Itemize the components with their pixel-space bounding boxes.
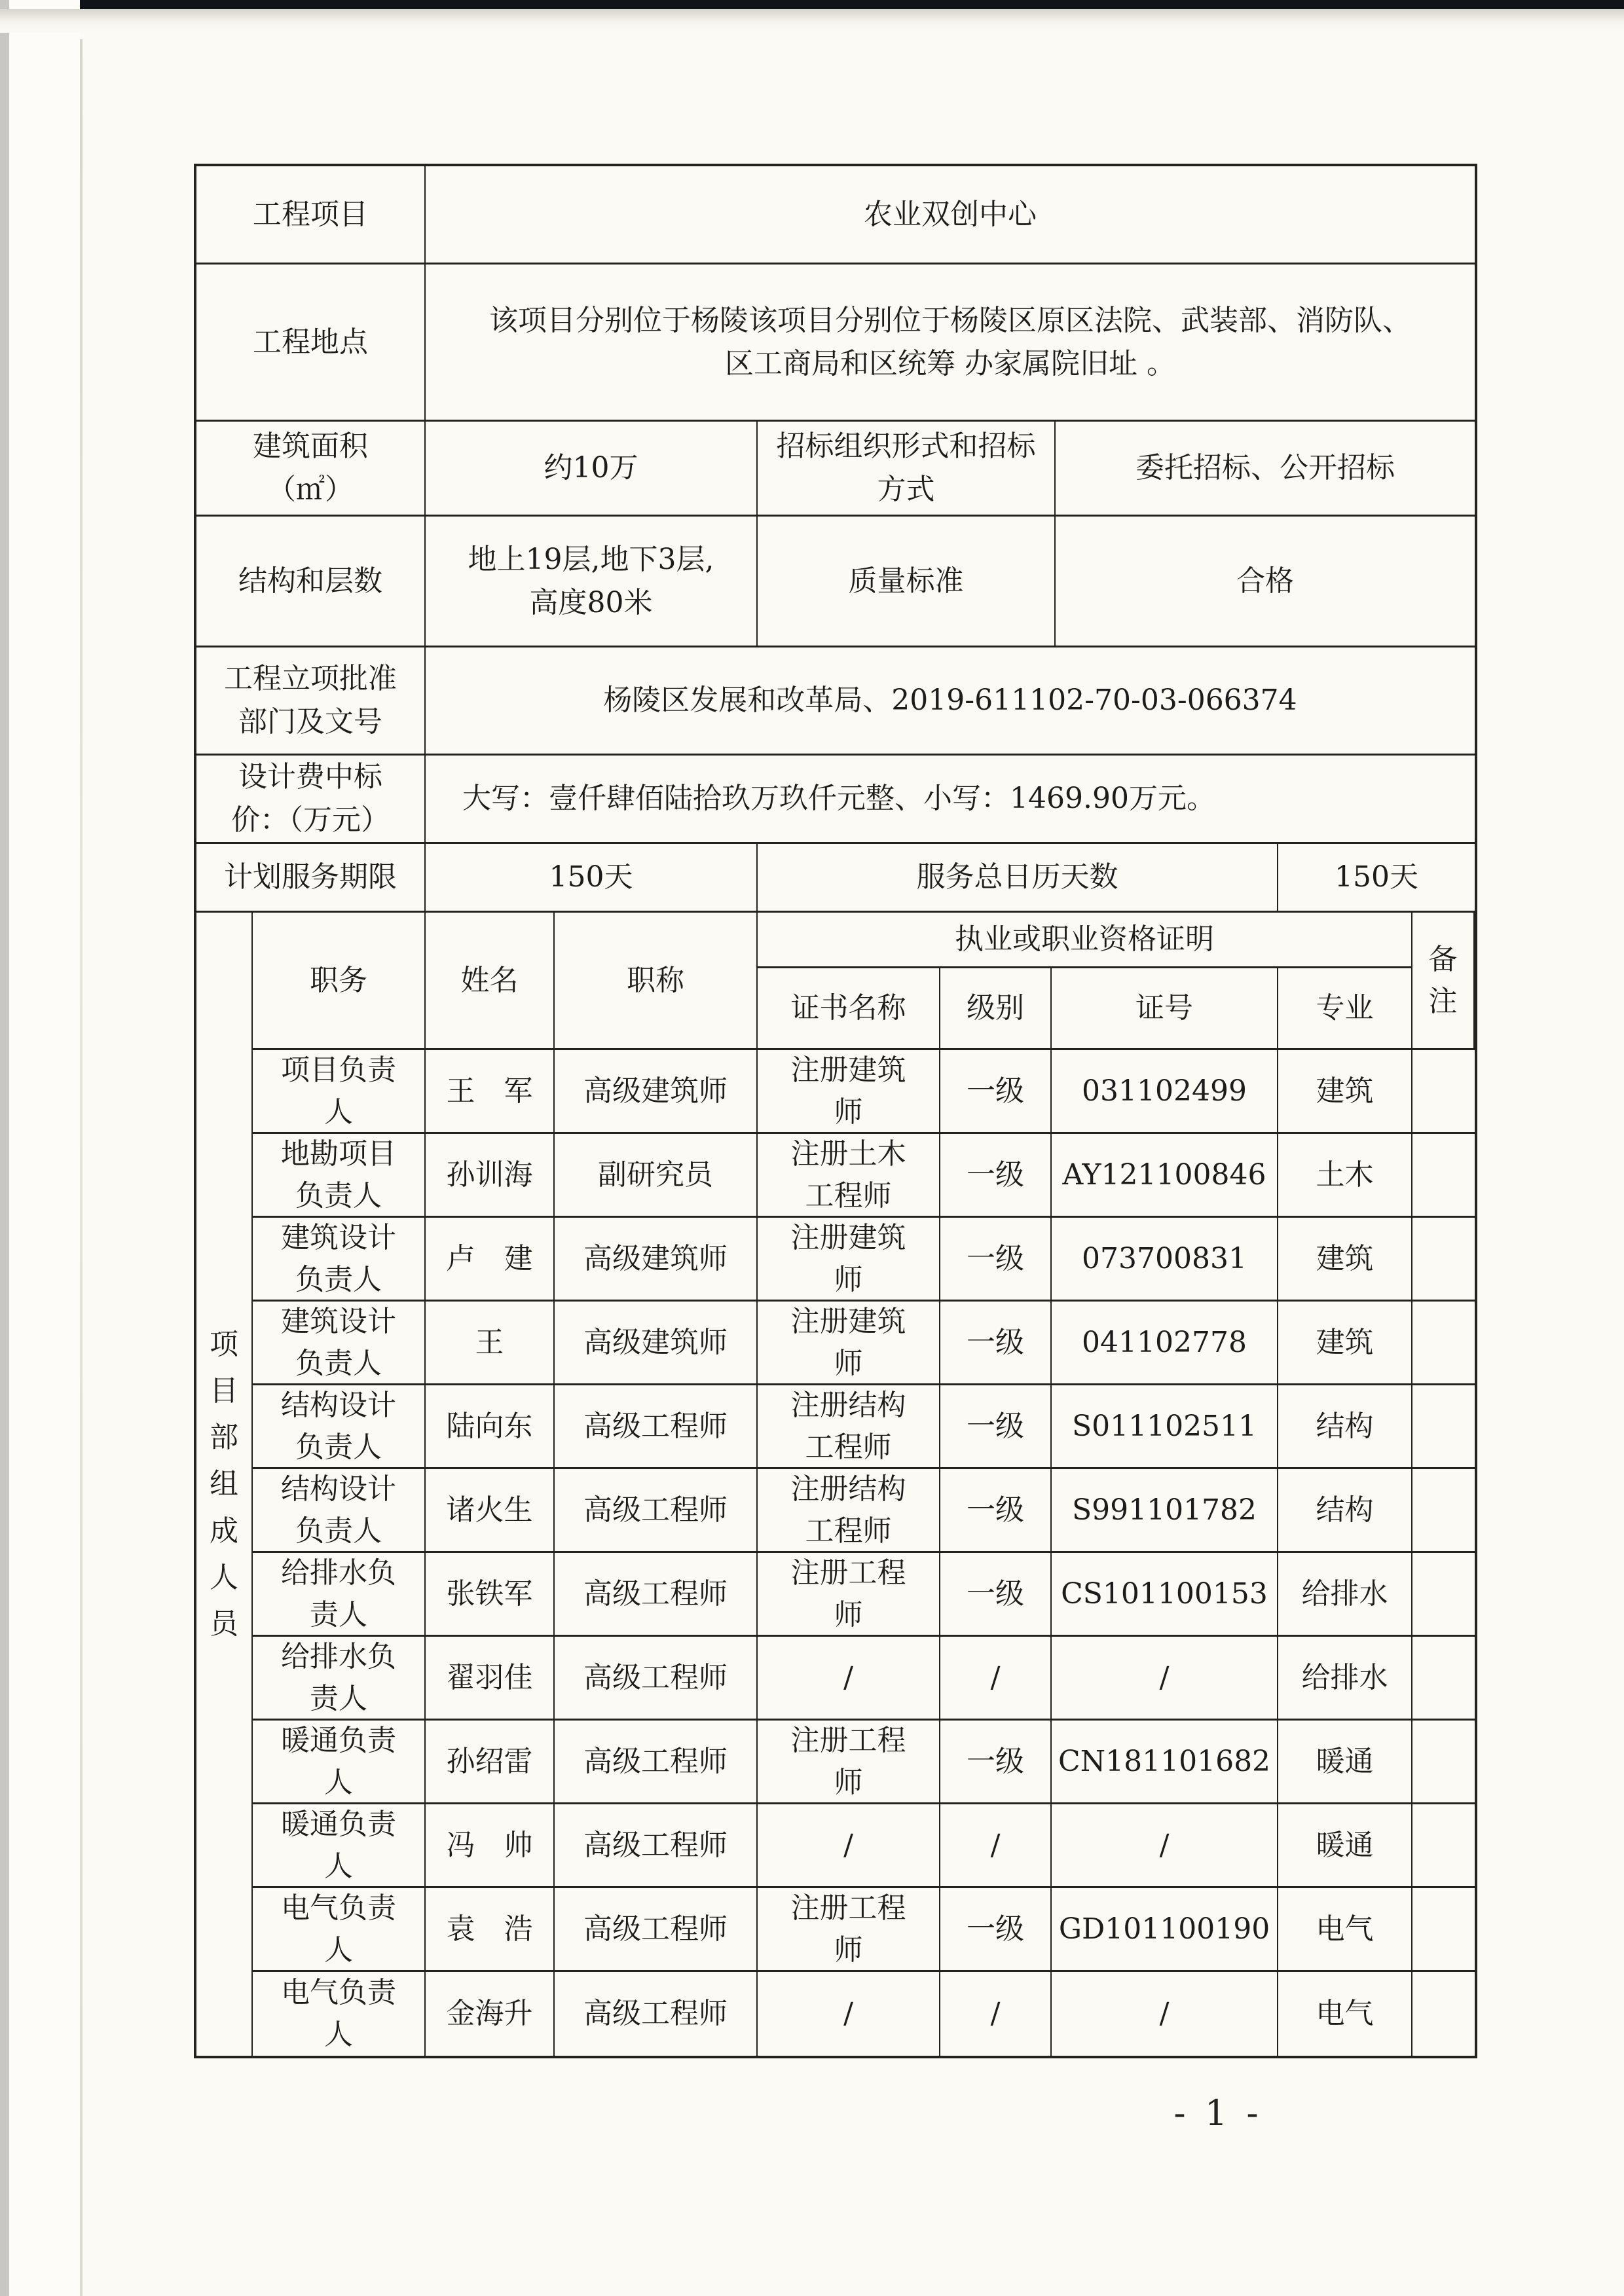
personnel-level: 一级 <box>940 1553 1052 1635</box>
location-value <box>426 264 1475 420</box>
personnel-note <box>1412 1134 1475 1216</box>
personnel-duty: 给排水负责人 <box>253 1637 426 1719</box>
personnel-duty: 地勘项目负责人 <box>253 1134 426 1216</box>
personnel-note <box>1412 1385 1475 1467</box>
personnel-level: 一级 <box>940 1721 1052 1802</box>
personnel-name: 金海升 <box>426 1972 555 2056</box>
personnel-title: 高级建筑师 <box>555 1218 758 1300</box>
header-qualification-subrow <box>758 968 1411 1048</box>
personnel-name: 张铁军 <box>426 1553 555 1635</box>
personnel-duty: 建筑设计负责人 <box>253 1218 426 1300</box>
service-period-value: 150天 <box>426 844 758 911</box>
personnel-title: 高级建筑师 <box>555 1050 758 1132</box>
personnel-title: 高级工程师 <box>555 1804 758 1886</box>
personnel-cert-name: 注册结构工程师 <box>758 1385 940 1467</box>
page-number: - 1 - <box>1173 2092 1263 2134</box>
personnel-name: 孙训海 <box>426 1134 555 1216</box>
personnel-title: 高级工程师 <box>555 1888 758 1970</box>
personnel-row <box>253 1888 1475 1972</box>
personnel-major: 结构 <box>1278 1469 1412 1551</box>
location-value-line1: 该项目分别位于杨陵该项目分别位于杨陵区原区法院、武装部、消防队、 <box>489 303 1411 337</box>
quality-label: 质量标准 <box>758 517 1056 646</box>
personnel-title: 高级建筑师 <box>555 1302 758 1383</box>
personnel-name: 诸火生 <box>426 1469 555 1551</box>
personnel-note <box>1412 1888 1475 1970</box>
header-cert-no: 证号 <box>1052 968 1278 1048</box>
personnel-row <box>253 1469 1475 1553</box>
personnel-major: 电气 <box>1278 1972 1412 2056</box>
personnel-name: 王 <box>426 1302 555 1383</box>
personnel-note <box>1412 1721 1475 1802</box>
personnel-duty: 暖通负责人 <box>253 1721 426 1802</box>
page-left-margin <box>9 0 80 2296</box>
personnel-level: 一级 <box>940 1302 1052 1383</box>
personnel-cert-no: / <box>1052 1637 1278 1719</box>
personnel-cert-no: S011102511 <box>1052 1385 1278 1467</box>
personnel-row <box>253 1972 1475 2056</box>
personnel-cert-name: / <box>758 1972 940 2056</box>
header-title: 职称 <box>555 913 758 1048</box>
personnel-cert-no: CS101100153 <box>1052 1553 1278 1635</box>
personnel-row <box>253 1553 1475 1637</box>
personnel-major: 建筑 <box>1278 1218 1412 1300</box>
personnel-duty: 暖通负责人 <box>253 1804 426 1886</box>
personnel-duty: 建筑设计负责人 <box>253 1302 426 1383</box>
personnel-level: 一级 <box>940 1050 1052 1132</box>
personnel-cert-no: 031102499 <box>1052 1050 1278 1132</box>
personnel-title: 高级工程师 <box>555 1972 758 2056</box>
personnel-title: 高级工程师 <box>555 1469 758 1551</box>
approval-value: 杨陵区发展和改革局、2019-611102-70-03-066374 <box>603 683 1297 717</box>
header-level: 级别 <box>940 968 1052 1048</box>
personnel-row <box>253 1134 1475 1218</box>
personnel-level: 一级 <box>940 1888 1052 1970</box>
personnel-major: 土木 <box>1278 1134 1412 1216</box>
personnel-note <box>1412 1804 1475 1886</box>
personnel-duty: 给排水负责人 <box>253 1553 426 1635</box>
bidding-label: 招标组织形式和招标方式 <box>758 422 1056 515</box>
design-fee-label: 设计费中标价：（万元） <box>196 756 426 842</box>
personnel-cert-no: S991101782 <box>1052 1469 1278 1551</box>
header-qualification: 执业或职业资格证明 <box>758 913 1411 968</box>
area-value: 约10万 <box>426 422 758 515</box>
personnel-name: 冯 帅 <box>426 1804 555 1886</box>
project-info-table <box>194 164 1477 2058</box>
personnel-note <box>1412 1972 1475 2056</box>
personnel-cert-no: AY121100846 <box>1052 1134 1278 1216</box>
personnel-cert-name: / <box>758 1637 940 1719</box>
personnel-title: 高级工程师 <box>555 1637 758 1719</box>
personnel-duty: 结构设计负责人 <box>253 1385 426 1467</box>
personnel-major: 给排水 <box>1278 1553 1412 1635</box>
personnel-row <box>253 1302 1475 1385</box>
personnel-major: 建筑 <box>1278 1050 1412 1132</box>
personnel-cert-no: CN181101682 <box>1052 1721 1278 1802</box>
personnel-title: 副研究员 <box>555 1134 758 1216</box>
area-label <box>196 422 426 515</box>
personnel-note <box>1412 1553 1475 1635</box>
personnel-cert-name: 注册建筑师 <box>758 1050 940 1132</box>
personnel-cert-name: 注册建筑师 <box>758 1302 940 1383</box>
personnel-cert-name: 注册土木工程师 <box>758 1134 940 1216</box>
personnel-duty: 电气负责人 <box>253 1888 426 1970</box>
location-label: 工程地点 <box>196 264 426 420</box>
personnel-cert-no: 073700831 <box>1052 1218 1278 1300</box>
personnel-row <box>253 1804 1475 1888</box>
personnel-level: / <box>940 1804 1052 1886</box>
header-qualification-group <box>758 913 1412 1048</box>
header-name: 姓名 <box>426 913 555 1048</box>
personnel-row <box>253 1050 1475 1134</box>
personnel-cert-no: / <box>1052 1804 1278 1886</box>
personnel-name: 孙绍雷 <box>426 1721 555 1802</box>
header-major: 专业 <box>1278 968 1412 1048</box>
row-service-period <box>196 844 1475 913</box>
personnel-note <box>1412 1469 1475 1551</box>
personnel-row <box>253 1218 1475 1302</box>
location-value-line2: 区工商局和区统筹 办家属院旧址 。 <box>725 346 1175 380</box>
personnel-row <box>253 1721 1475 1804</box>
header-note: 备注 <box>1412 913 1475 1048</box>
structure-value-line2: 高度80米 <box>529 585 653 619</box>
scanner-edge-bar <box>0 0 1624 9</box>
personnel-level: 一级 <box>940 1385 1052 1467</box>
personnel-level: 一级 <box>940 1134 1052 1216</box>
personnel-major: 暖通 <box>1278 1804 1412 1886</box>
personnel-cert-name: / <box>758 1804 940 1886</box>
row-design-fee <box>196 756 1475 844</box>
personnel-duty: 结构设计负责人 <box>253 1469 426 1551</box>
personnel-cert-name: 注册工程师 <box>758 1888 940 1970</box>
personnel-cert-no: 041102778 <box>1052 1302 1278 1383</box>
personnel-note <box>1412 1050 1475 1132</box>
approval-label: 工程立项批准部门及文号 <box>196 647 426 754</box>
service-period-label: 计划服务期限 <box>196 844 426 911</box>
row-location <box>196 264 1475 422</box>
personnel-rows <box>253 1050 1475 2056</box>
structure-value <box>426 517 758 646</box>
personnel-note <box>1412 1637 1475 1719</box>
personnel-cert-name: 注册工程师 <box>758 1553 940 1635</box>
personnel-header <box>253 913 1475 1050</box>
scan-top-shadow <box>0 9 1624 33</box>
personnel-name: 卢 建 <box>426 1218 555 1300</box>
row-structure-quality <box>196 517 1475 647</box>
personnel-cert-no: GD101100190 <box>1052 1888 1278 1970</box>
personnel-cert-no: / <box>1052 1972 1278 2056</box>
area-label-line2: （㎡） <box>267 473 354 506</box>
calendar-days-label: 服务总日历天数 <box>758 844 1278 911</box>
row-area-bidding <box>196 422 1475 517</box>
header-duty: 职务 <box>253 913 426 1048</box>
personnel-level: / <box>940 1637 1052 1719</box>
structure-label: 结构和层数 <box>196 517 426 646</box>
personnel-major: 结构 <box>1278 1385 1412 1467</box>
page-crease-line <box>80 39 83 2296</box>
bidding-value: 委托招标、公开招标 <box>1135 451 1395 484</box>
personnel-major: 暖通 <box>1278 1721 1412 1802</box>
personnel-cert-name: 注册建筑师 <box>758 1218 940 1300</box>
header-cert-name: 证书名称 <box>758 968 940 1048</box>
personnel-row <box>253 1385 1475 1469</box>
project-label: 工程项目 <box>196 166 426 263</box>
personnel-major: 建筑 <box>1278 1302 1412 1383</box>
personnel-note <box>1412 1302 1475 1383</box>
quality-value: 合格 <box>1236 564 1294 598</box>
personnel-row <box>253 1637 1475 1721</box>
personnel-name: 陆向东 <box>426 1385 555 1467</box>
scan-left-edge <box>0 0 9 2296</box>
structure-value-line1: 地上19层,地下3层, <box>468 542 714 576</box>
personnel-section-label: 项目部组成人员 <box>196 913 253 2056</box>
row-project <box>196 166 1475 264</box>
personnel-name: 袁 浩 <box>426 1888 555 1970</box>
design-fee-value: 大写：壹仟肆佰陆拾玖万玖仟元整、小写：1469.90万元。 <box>462 782 1215 815</box>
personnel-name: 王 军 <box>426 1050 555 1132</box>
personnel-duty: 项目负责人 <box>253 1050 426 1132</box>
personnel-table <box>253 913 1475 2056</box>
personnel-duty: 电气负责人 <box>253 1972 426 2056</box>
personnel-level: 一级 <box>940 1218 1052 1300</box>
personnel-level: / <box>940 1972 1052 2056</box>
personnel-cert-name: 注册工程师 <box>758 1721 940 1802</box>
personnel-title: 高级工程师 <box>555 1721 758 1802</box>
personnel-title: 高级工程师 <box>555 1553 758 1635</box>
row-approval <box>196 647 1475 756</box>
personnel-title: 高级工程师 <box>555 1385 758 1467</box>
personnel-note <box>1412 1218 1475 1300</box>
area-label-line1: 建筑面积 <box>253 429 368 463</box>
project-value: 农业双创中心 <box>864 197 1037 231</box>
personnel-major: 给排水 <box>1278 1637 1412 1719</box>
calendar-days-value: 150天 <box>1335 860 1418 894</box>
personnel-major: 电气 <box>1278 1888 1412 1970</box>
personnel-name: 翟羽佳 <box>426 1637 555 1719</box>
personnel-level: 一级 <box>940 1469 1052 1551</box>
personnel-section <box>196 913 1475 2056</box>
personnel-cert-name: 注册结构工程师 <box>758 1469 940 1551</box>
